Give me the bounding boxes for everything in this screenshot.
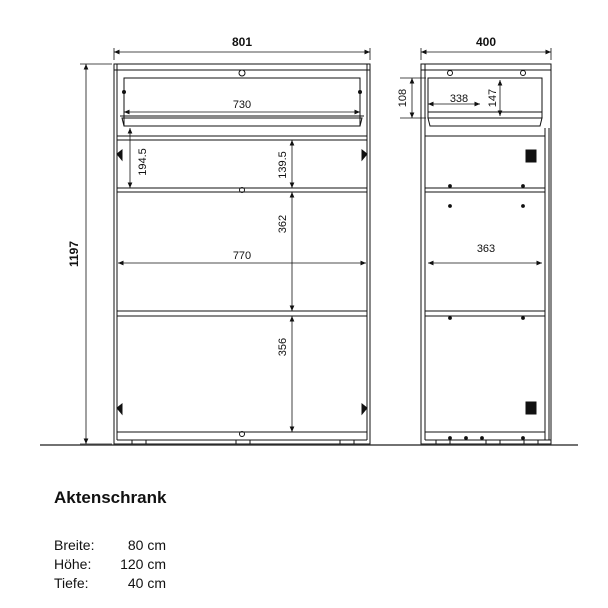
hinge [117,150,122,160]
label-side-shelf-depth: 363 [476,243,496,255]
label-left-gap: 194.5 [137,148,149,176]
hinge [526,402,536,414]
label-side-depth: 400 [475,35,497,49]
spec-row-height [54,555,166,574]
foot [436,440,450,444]
foot [236,440,250,444]
label-front-width: 801 [231,35,253,49]
handle-hole [239,70,245,76]
hinge [526,150,536,162]
spec-value: 80 cm [127,537,166,553]
foot [132,440,146,444]
spec-value: 40 cm [127,575,166,591]
spec-label: Höhe: [54,556,92,572]
hinge [362,150,367,160]
spec-row-depth [54,574,166,593]
hinge [362,404,367,414]
foot [524,440,538,444]
hinge [117,404,122,414]
spec-label: Breite: [54,537,95,553]
label-shelf-width: 770 [232,250,252,262]
label-total-height: 1197 [67,240,81,268]
spec-row-width [54,536,166,555]
spec-list [54,536,166,593]
foot [486,440,500,444]
label-compartment-lower: 356 [277,337,289,357]
product-title: Aktenschrank [54,488,167,507]
label-side-drawer-depth: 338 [449,93,469,105]
label-side-drawer-inner: 147 [487,88,499,108]
label-drawer-width: 730 [232,99,252,111]
spec-value: 120 cm [120,556,166,572]
label-side-drawer-height: 108 [397,88,409,108]
spec-label: Tiefe: [54,575,89,591]
label-compartment-upper: 362 [277,214,289,234]
label-mid-gap: 139.5 [277,151,289,179]
foot [340,440,354,444]
